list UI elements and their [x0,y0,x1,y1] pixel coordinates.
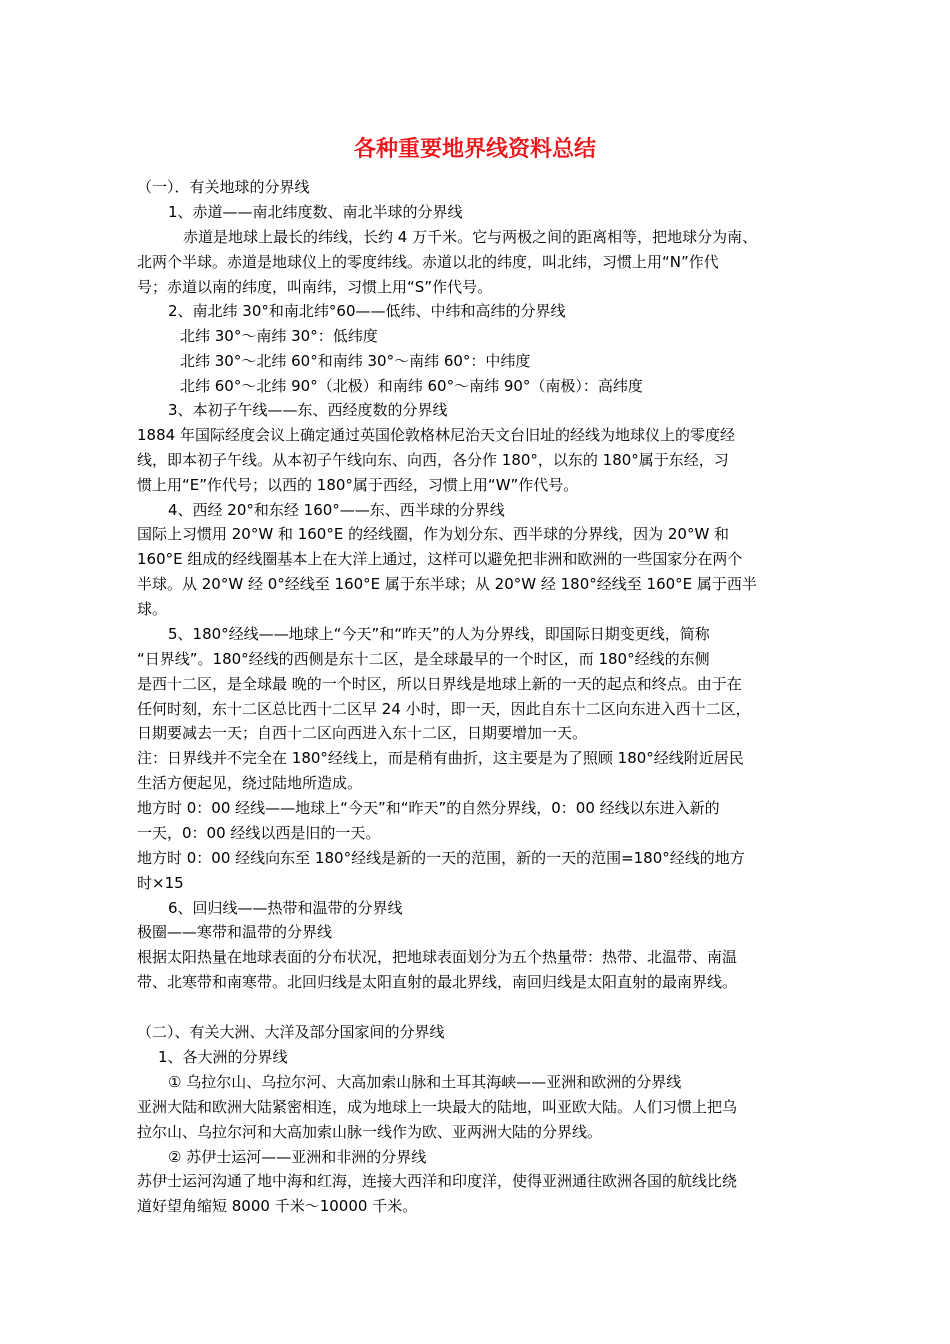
note-line: 生活方便起见，绕过陆地所造成。 [137,774,363,792]
item-5-heading: 5、180°经线——地球上“今天”和“昨天”的人为分界线，即国际日期变更线，简称 [168,625,710,643]
paragraph-line: 地方时 0：00 经线——地球上“今天”和“昨天”的自然分界线，0：00 经线以东进入新的 [137,799,720,817]
paragraph-line: 160°E 组成的经线圈基本上在大洋上通过，这样可以避免把非洲和欧洲的一些国家分在两个 [137,550,743,568]
paragraph-line: 半球。从 20°W 经 0°经线至 160°E 属于东半球；从 20°W 经 180°经线至 160°E 属于西半 [137,575,757,593]
paragraph-line: 球。 [137,600,168,618]
paragraph-line: 国际上习惯用 20°W 和 160°E 的经线圈，作为划分东、西半球的分界线，因为 20°W 和 [137,525,730,543]
paragraph-line: 亚洲大陆和欧洲大陆紧密相连，成为地球上一块最大的陆地，叫亚欧大陆。人们习惯上把乌 [137,1098,738,1116]
document-title: 各种重要地界线资料总结 [353,137,596,162]
paragraph-line: 北纬 30°～南纬 30°：低纬度 [180,327,378,345]
item-3-heading: 3、本初子午线——东、西经度数的分界线 [168,401,448,419]
paragraph-line: 一天，0：00 经线以西是旧的一天。 [137,824,381,842]
section-1-heading: （一）．有关地球的分界线 [137,178,310,196]
paragraph-line: 北纬 30°～北纬 60°和南纬 30°～南纬 60°：中纬度 [180,352,531,370]
paragraph-line: 惯上用“E”作代号；以西的 180°属于西经，习惯上用“W”作代号。 [137,476,579,494]
paragraph-line: 带、北寒带和南寒带。北回归线是太阳直射的最北界线，南回归线是太阳直射的最南界线。 [137,973,738,991]
section-2-item-1-heading: 1、各大洲的分界线 [158,1048,288,1066]
item-6-heading: 6、回归线——热带和温带的分界线 [168,899,403,917]
paragraph-line: 根据太阳热量在地球表面的分布状况，把地球表面划分为五个热量带：热带、北温带、南温 [137,948,738,966]
paragraph-line: 赤道是地球上最长的纬线，长约 4 万千米。它与两极之间的距离相等，把地球分为南、 [183,228,758,246]
item-4-heading: 4、西经 20°和东经 160°——东、西半球的分界线 [168,501,505,519]
paragraph-line: 是西十二区，是全球最 晚的一个时区，所以日界线是地球上新的一天的起点和终点。由于在 [137,675,742,693]
paragraph-line: 线，即本初子午线。从本初子午线向东、向西，各分作 180°，以东的 180°属于东经，习 [137,451,729,469]
paragraph-line: 道好望角缩短 8000 千米～10000 千米。 [137,1197,418,1215]
paragraph-line: 极圈——寒带和温带的分界线 [137,923,333,941]
paragraph-line: 北纬 60°～北纬 90°（北极）和南纬 60°～南纬 90°（南极）：高纬度 [180,377,643,395]
section-2-heading: （二）、有关大洲、大洋及部分国家间的分界线 [137,1023,445,1041]
paragraph-line: 时×15 [137,874,184,892]
paragraph-line: 地方时 0：00 经线向东至 180°经线是新的一天的范围，新的一天的范围=180°经线的地方 [137,849,745,867]
paragraph-line: 苏伊士运河沟通了地中海和红海，连接大西洋和印度洋，使得亚洲通往欧洲各国的航线比绕 [137,1172,738,1190]
paragraph-line: 号；赤道以南的纬度，叫南纬，习惯上用“S”作代号。 [137,278,493,296]
paragraph-line: 北两个半球。赤道是地球仪上的零度纬线。赤道以北的纬度，叫北纬，习惯上用“N”作代 [137,253,719,271]
paragraph-line: “日界线”。180°经线的西侧是东十二区，是全球最早的一个时区，而 180°经线的东侧 [137,650,710,668]
item-1-heading: 1、赤道——南北纬度数、南北半球的分界线 [168,203,463,221]
paragraph-line: 任何时刻，东十二区总比西十二区早 24 小时，即一天，因此自东十二区向东进入西十二区， [137,700,751,718]
paragraph-line: 拉尔山、乌拉尔河和大高加索山脉一线作为欧、亚两洲大陆的分界线。 [137,1123,603,1141]
paragraph-line: 1884 年国际经度会议上确定通过英国伦敦格林尼治天文台旧址的经线为地球仪上的零度经 [137,426,735,444]
note-line: 注：日界线并不完全在 180°经线上，而是稍有曲折，这主要是为了照顾 180°经线附近居民 [137,749,744,767]
item-2-heading: 2、南北纬 30°和南北纬°60——低纬、中纬和高纬的分界线 [168,302,566,320]
sub-1-heading: ① 乌拉尔山、乌拉尔河、大高加索山脉和土耳其海峡——亚洲和欧洲的分界线 [168,1073,682,1091]
sub-2-heading: ② 苏伊士运河——亚洲和非洲的分界线 [168,1148,427,1166]
paragraph-line: 日期要减去一天；自西十二区向西进入东十二区，日期要增加一天。 [137,724,588,742]
